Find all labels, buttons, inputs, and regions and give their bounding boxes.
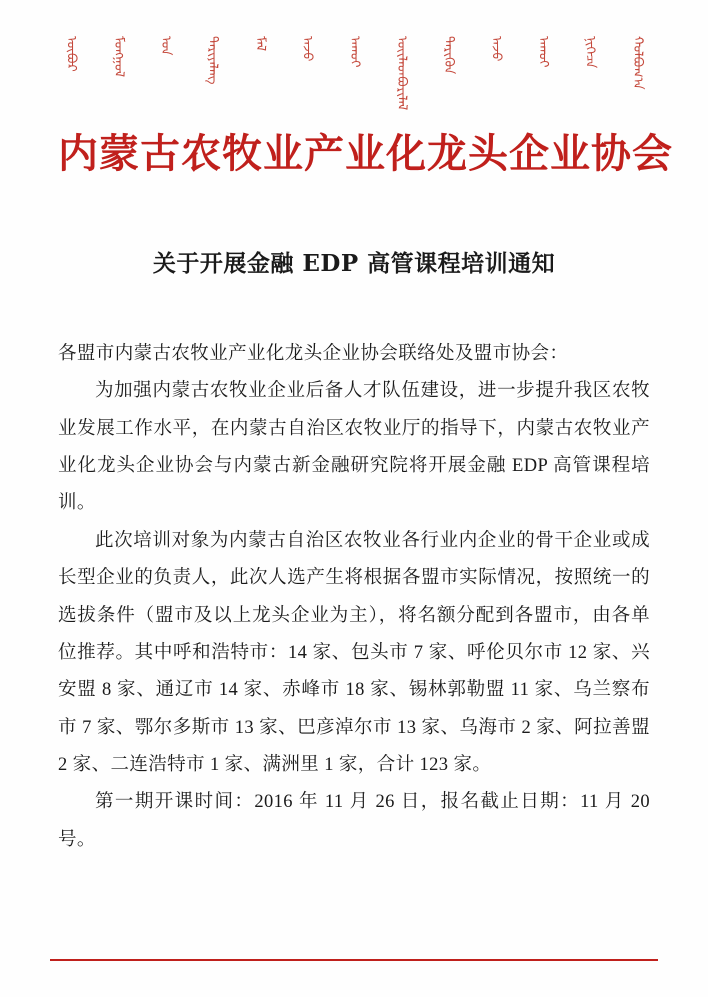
mongolian-column: ᠲᠠᠷᠢᠶᠠᠯᠠᠩ <box>205 36 221 85</box>
document-body <box>58 336 650 859</box>
mongolian-column: ᠠᠬᠤᠢ <box>346 36 362 68</box>
mongolian-column: ᠮᠠᠯ <box>252 36 268 52</box>
mongolian-column: ᠠᠵᠤ <box>488 36 504 62</box>
mongolian-column: ᠦᠢᠯᠡᠳᠪᠦᠷᠢᠯᠡᠯ <box>393 36 409 111</box>
paragraph-quota-allocation: 此次培训对象为内蒙古自治区农牧业各行业内企业的骨干企业或成长型企业的负责人，此次人选产生将根据各盟市实际情况，按照统一的选拔条件（盟市及以上龙头企业为主），将名额分配到各盟市，由各单位推荐。其中呼和浩特市：14 家、包头市 7 家、呼伦贝尔市 12 家、兴安盟 8 家、通辽市 14 家、赤峰市 18 家、锡林郭勒盟 11 家、乌兰察布市 7 家、鄂尔多斯市 13 家、巴彦淖尔市 13 家、乌海市 2 家、阿拉善盟 2 家、二连浩特市 1 家、满洲里 1 家，合计 123 家。 <box>58 530 650 775</box>
paragraph-schedule: 第一期开课时间：2016 年 11 月 26 日，报名截止日期：11 月 20 号。 <box>58 792 650 850</box>
mongolian-column: ᠬᠣᠯᠪᠣᠭ᠎ᠠ <box>629 36 645 90</box>
mongolian-column: ᠲᠡᠷᠢᠭᠦᠨ <box>441 36 457 75</box>
mongolian-column: ᠠᠬᠤᠢ <box>535 36 551 68</box>
mongolian-column: ᠤᠨ <box>158 36 174 56</box>
paragraph-salutation: 各盟市内蒙古农牧业产业化龙头企业协会联络处及盟市协会： <box>58 344 569 364</box>
mongolian-column: ᠠᠵᠤ <box>299 36 315 62</box>
organization-title: 内蒙古农牧业产业化龙头企业协会 <box>58 131 673 177</box>
mongolian-script-header <box>58 0 650 111</box>
mongolian-column: ᠨᠢᠭᠡᠴᠡ <box>582 36 598 69</box>
mongolian-column: ᠮᠣᠩᠭᠣᠯ <box>110 36 126 78</box>
mongolian-column: ᠥᠪᠥᠷ <box>63 36 79 72</box>
paragraph-background: 为加强内蒙古农牧业企业后备人才队伍建设，进一步提升我区农牧业发展工作水平，在内蒙古自治区农牧业厅的指导下，内蒙古农牧业产业化龙头企业协会与内蒙古新金融研究院将开展金融 EDP 高管课程培训。 <box>58 381 650 514</box>
footer-divider <box>50 959 658 961</box>
document-title: 关于开展金融 EDP 高管课程培训通知 <box>152 250 556 277</box>
